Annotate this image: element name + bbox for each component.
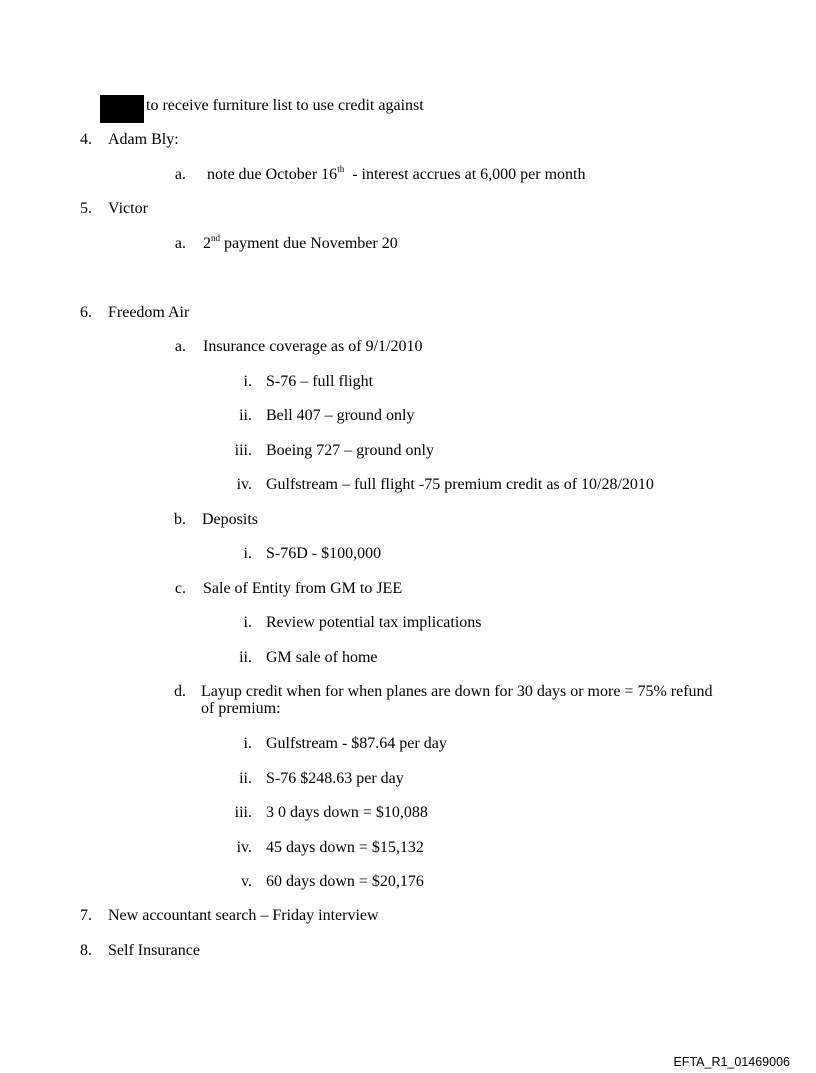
top-line: to receive furniture list to use credit against [146, 97, 424, 114]
freedom-c-i-text: Review potential tax implications [266, 614, 482, 631]
item-8-marker: 8. [80, 942, 92, 959]
victor-a-marker: a. [174, 235, 186, 252]
freedom-a-marker: a. [174, 338, 186, 355]
adam-a-text-sup: th [337, 164, 345, 174]
victor-a-text-sup: nd [211, 233, 220, 243]
item-4-text: Adam Bly: [108, 131, 179, 148]
victor-a-text-rest: payment due November 20 [220, 235, 398, 252]
freedom-c-marker: c. [174, 580, 186, 597]
freedom-c-ii-marker: ii. [239, 649, 252, 666]
freedom-a-text: Insurance coverage as of 9/1/2010 [203, 338, 423, 355]
adam-a-text-main: note due October 16 [207, 166, 338, 183]
freedom-a-iv-marker: iv. [236, 476, 252, 493]
adam-a-text-rest: - interest accrues at 6,000 per month [344, 166, 586, 183]
freedom-d-i-marker: i. [243, 735, 252, 752]
item-6-text: Freedom Air [108, 304, 190, 321]
adam-a-text [207, 166, 585, 184]
item-4-marker: 4. [80, 131, 92, 148]
freedom-d-ii-marker: ii. [239, 770, 252, 787]
redaction-box [100, 95, 144, 123]
freedom-c-i-marker: i. [243, 614, 252, 631]
freedom-d-iv-text: 45 days down = $15,132 [266, 839, 424, 856]
item-7-marker: 7. [80, 907, 92, 924]
freedom-a-ii-marker: ii. [239, 407, 252, 424]
item-5-marker: 5. [80, 200, 92, 217]
freedom-b-i-text: S-76D - $100,000 [266, 545, 382, 562]
freedom-d-iii-text: 3 0 days down = $10,088 [266, 804, 428, 821]
freedom-a-iii-marker: iii. [234, 442, 252, 459]
freedom-a-iv-text: Gulfstream – full flight -75 premium credit as of 10/28/2010 [266, 476, 654, 493]
freedom-d-marker: d. [174, 683, 186, 700]
freedom-d-v-text: 60 days down = $20,176 [266, 873, 424, 890]
freedom-c-ii-text: GM sale of home [266, 649, 378, 666]
freedom-d-ii-text: S-76 $248.63 per day [266, 770, 404, 787]
freedom-c-text: Sale of Entity from GM to JEE [203, 580, 403, 597]
freedom-d-i-text: Gulfstream - $87.64 per day [266, 735, 447, 752]
freedom-a-i-text: S-76 – full flight [266, 373, 374, 390]
freedom-d-text: Layup credit when for when planes are down for 30 days or more = 75% refund of premium: [201, 683, 713, 717]
victor-a-text [203, 235, 398, 253]
freedom-a-iii-text: Boeing 727 – ground only [266, 442, 434, 459]
adam-a-marker: a. [174, 166, 186, 183]
item-5-text: Victor [108, 200, 148, 217]
item-6-marker: 6. [80, 304, 92, 321]
document-id-footer: EFTA_R1_01469006 [673, 1055, 790, 1069]
freedom-d-iv-marker: iv. [236, 839, 252, 856]
victor-a-text-main: 2 [203, 235, 211, 252]
freedom-d-v-marker: v. [241, 873, 252, 890]
freedom-a-i-marker: i. [243, 373, 252, 390]
freedom-b-text: Deposits [202, 511, 258, 528]
freedom-d-iii-marker: iii. [234, 804, 252, 821]
freedom-b-marker: b. [174, 511, 186, 528]
freedom-b-i-marker: i. [243, 545, 252, 562]
item-7-text: New accountant search – Friday interview [108, 907, 379, 924]
item-8-text: Self Insurance [108, 942, 200, 959]
freedom-a-ii-text: Bell 407 – ground only [266, 407, 415, 424]
